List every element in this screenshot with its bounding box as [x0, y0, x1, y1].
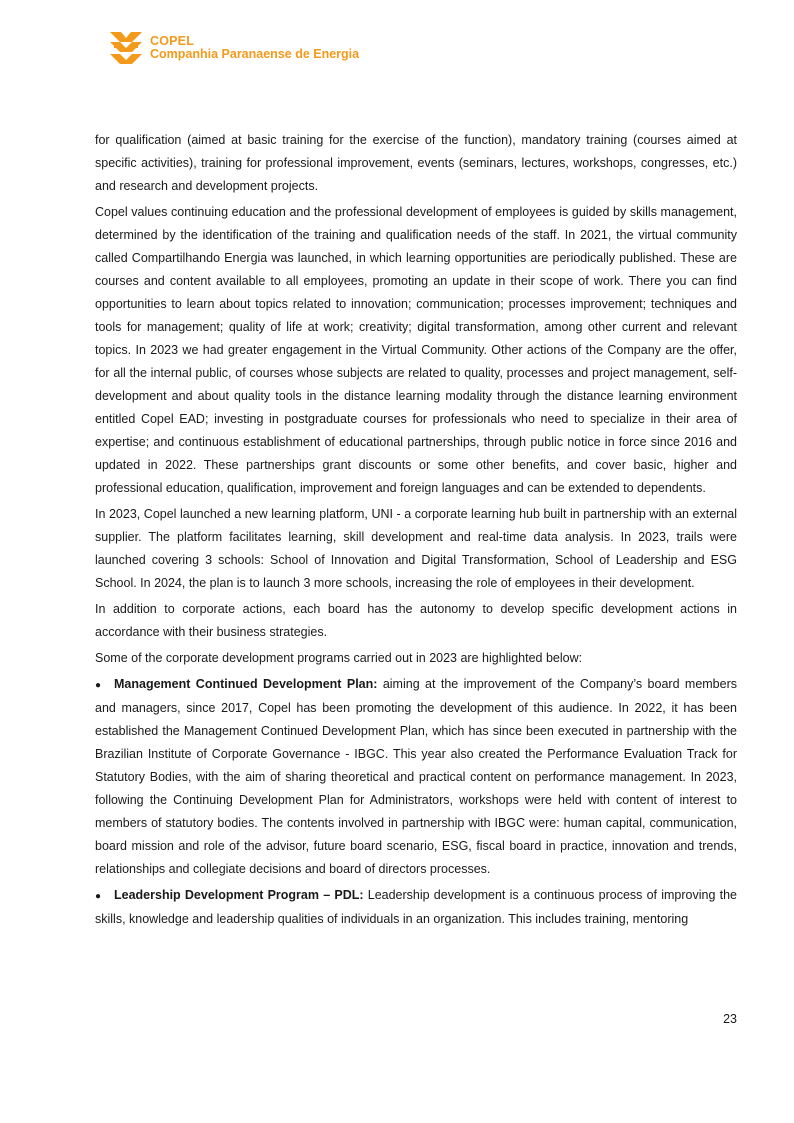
company-full-name: Companhia Paranaense de Energia	[150, 47, 360, 61]
paragraph-3: In 2023, Copel launched a new learning platform, UNI - a corporate learning hub built in partnership with an external supplier. The platform facilitates learning, skill development and real-time data analysis. In 2023, trails were launched covering 3 schools: School of Innovation and Digital Transformation, School of Leadership and ESG School. In 2024, the plan is to launch 3 more schools, increasing the role of employees in their development.	[95, 507, 737, 590]
paragraph-1: for qualification (aimed at basic training for the exercise of the function), mandatory training (courses aimed at specific activities), training for professional improvement, events (seminars, lectures, workshops, congresses, etc.) and research and development projects.	[95, 133, 737, 193]
page-number: 23	[723, 1012, 737, 1026]
logo-text	[150, 35, 359, 61]
company-short-name: COPEL	[150, 34, 195, 48]
bullet-item-management-plan	[95, 673, 737, 881]
bullet-dot-icon: ●	[95, 891, 102, 902]
bullet-text: aiming at the improvement of the Company’s board members and managers, since 2017, Copel has been promoting the development of this audience. In 2022, it has been established the Management Continued Development Plan, which has since been executed in partnership with the Brazilian Institute of Corporate Governance - IBGC. This year also created the Performance Evaluation Track for Statutory Bodies, with the aim of sharing theoretical and practical content on performance management. In 2023, following the Continuing Development Plan for Administrators, workshops were held with content of interest to members of statutory bodies. The contents involved in partnership with IBGC were: human capital, communication, board mission and role of the advisor, future board scenario, ESG, fiscal board in practice, innovation and trends, relationships and collegiate decisions and board of directors processes.	[95, 677, 738, 876]
paragraph-4: In addition to corporate actions, each board has the autonomy to develop specific development actions in accordance with their business strategies.	[95, 602, 737, 639]
bullet-text: Leadership development is a continuous process of improving the skills, knowledge and leadership qualities of individuals in an organization. This includes training, mentoring	[95, 888, 738, 926]
document-body	[95, 129, 737, 934]
page-header	[108, 30, 359, 66]
bullet-lead: Management Continued Development Plan:	[114, 677, 378, 691]
bullet-dot-icon: ●	[95, 680, 102, 691]
copel-logo-icon	[108, 30, 144, 66]
bullet-item-leadership-program	[95, 884, 737, 931]
paragraph-5: Some of the corporate development programs carried out in 2023 are highlighted below:	[95, 651, 583, 665]
paragraph-2: Copel values continuing education and the professional development of employees is guided by skills management, determined by the identification of the training and qualification needs of the staff. In 2021, the virtual community called Compartilhando Energia was launched, in which learning opportunities are periodically published. These are courses and content available to all employees, promoting an update in their scope of work. There you can find opportunities to learn about topics related to innovation; communication; processes improvement; techniques and tools for management; quality of life at work; creativity; digital transformation, among other current and relevant topics. In 2023 we had greater engagement in the Virtual Community. Other actions of the Company are the offer, for all the internal public, of courses whose subjects are related to quality, processes and project management, self-development and about quality tools in the distance learning modality through the distance learning environment entitled Copel EAD; investing in postgraduate courses for professionals who need to specialize in their area of expertise; and continuous establishment of educational partnerships, through public notice in force since 2016 and updated in 2022. These partnerships grant discounts or some other benefits, and cover basic, higher and professional education, qualification, improvement and foreign languages and can be extended to dependents.	[95, 205, 737, 495]
bullet-lead: Leadership Development Program – PDL:	[114, 888, 364, 902]
